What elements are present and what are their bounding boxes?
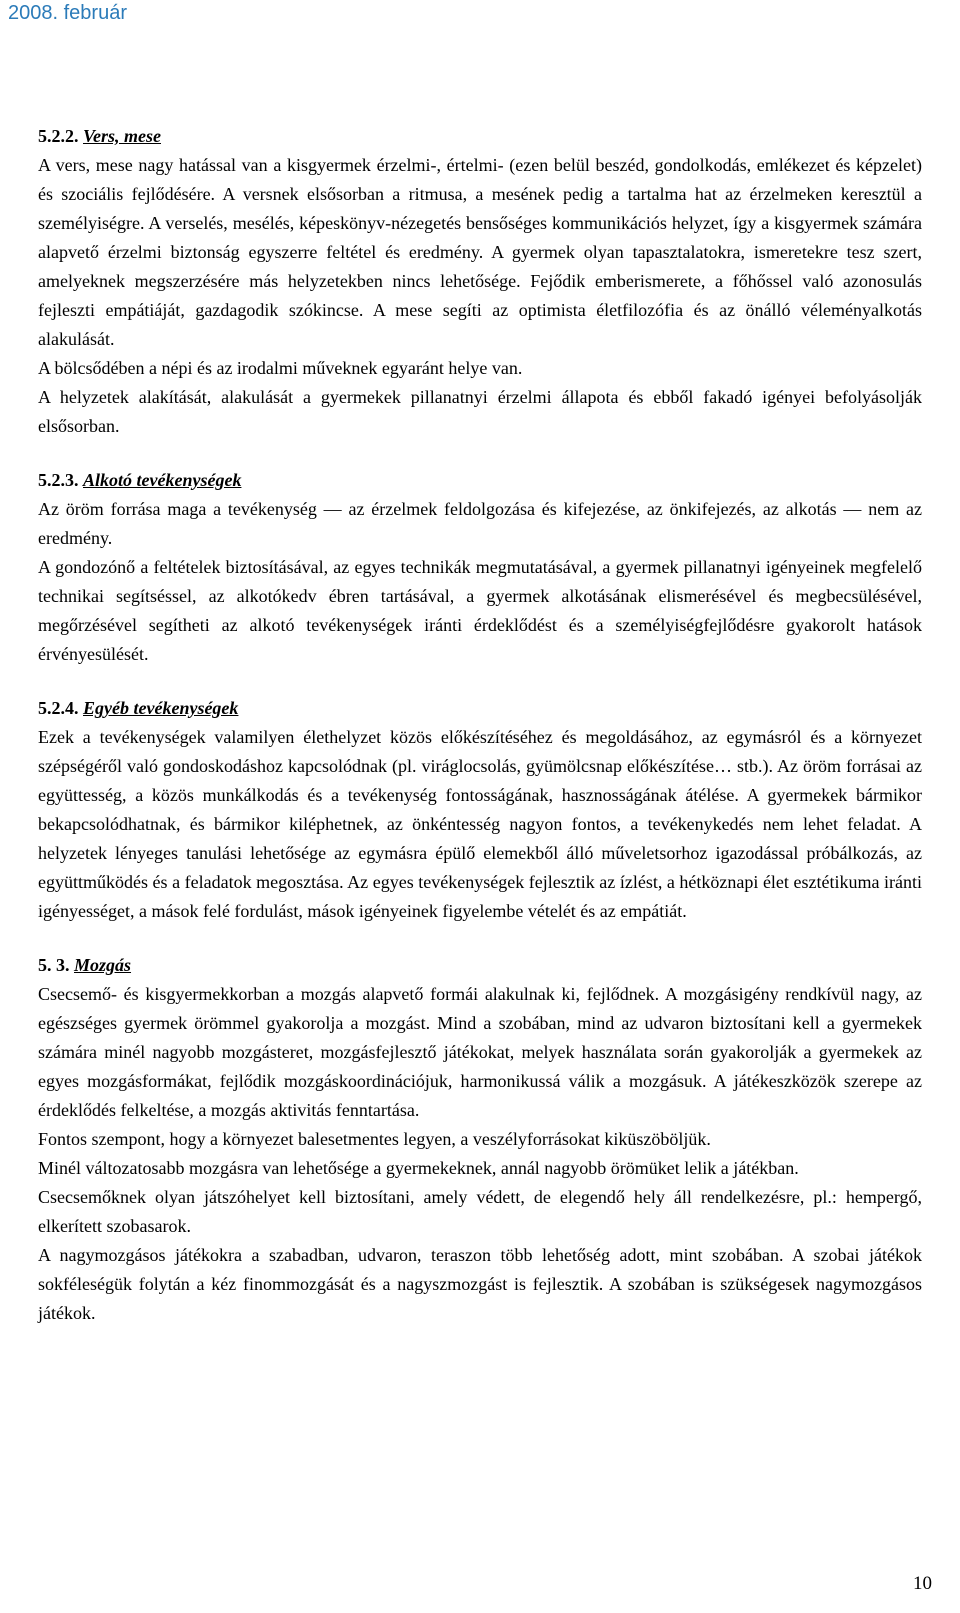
document-body (38, 122, 922, 1353)
page-number: 10 (913, 1573, 932, 1594)
paragraph: A gondozónő a feltételek biztosításával, az egyes technikák megmutatásával, a gyermek pillanatnyi igényeinek megfelelő technikai segítséssel, az alkotókedv ébren tartásával, a gyermek alkotásának elismerésével és megbecsülésével, megőrzésével segítheti az alkotó tevékenységek iránti érdeklődést és a személyiségfejlődésre gyakorolt hatások érvényesülését. (38, 557, 922, 664)
section-title: Alkotó tevékenységek (83, 470, 242, 490)
section-heading (38, 694, 922, 723)
section-title: Egyéb tevékenységek (83, 698, 239, 718)
section-heading (38, 122, 922, 151)
paragraph: A helyzetek alakítását, alakulását a gyermekek pillanatnyi érzelmi állapota és ebből fakadó igényei befolyásolják elsősorban. (38, 387, 922, 436)
section-heading (38, 466, 922, 495)
section-number: 5.2.2. (38, 126, 79, 146)
section-number: 5.2.4. (38, 698, 79, 718)
section-alkoto-tevekenysegek (38, 466, 922, 669)
paragraph: Fontos szempont, hogy a környezet balesetmentes legyen, a veszélyforrásokat kiküszöböljük. (38, 1129, 711, 1149)
section-vers-mese (38, 122, 922, 441)
section-number: 5.2.3. (38, 470, 79, 490)
section-title: Mozgás (74, 955, 132, 975)
paragraph: Csecsemő- és kisgyermekkorban a mozgás alapvető formái alakulnak ki, fejlődnek. A mozgásigény rendkívül nagy, az egészséges gyermek örömmel gyakorolja a mozgást. Mind a szobában, mind az udvaron biztosítani kell a gyermekek számára minél nagyobb mozgásteret, mozgásfejlesztő játékokat, melyek használata során gyakorolják a gyermekek az egyes mozgásformákat, fejlődik mozgáskoordinációjuk, harmonikussá válik a mozgásuk. A játékeszközök szerepe az érdeklődés felkeltése, a mozgás aktivitás fenntartása. (38, 984, 922, 1120)
running-header-date: 2008. február (8, 2, 127, 24)
paragraph: Az öröm forrása maga a tevékenység ― az érzelmek feldolgozása és kifejezése, az önkifejezés, az alkotás ― nem az eredmény. (38, 499, 922, 548)
paragraph: A nagymozgásos játékokra a szabadban, udvaron, teraszon több lehetőség adott, mint szobában. A szobai játékok sokféleségük folytán a kéz finommozgását és a nagyszmozgást is fejlesztik. A szobában is szükségesek nagymozgásos játékok. (38, 1245, 922, 1323)
section-heading (38, 951, 922, 980)
paragraph: A bölcsődében a népi és az irodalmi műveknek egyaránt helye van. (38, 358, 523, 378)
section-number: 5. 3. (38, 955, 70, 975)
section-title: Vers, mese (83, 126, 161, 146)
paragraph: Csecsemőknek olyan játszóhelyet kell biztosítani, amely védett, de elegendő hely áll rendelkezésre, pl.: hempergő, elkerített szobasarok. (38, 1187, 922, 1236)
paragraph: A vers, mese nagy hatással van a kisgyermek érzelmi-, értelmi- (ezen belül beszéd, gondolkodás, emlékezet és képzelet) és szociális fejlődésére. A versnek elsősorban a ritmusa, a mesének pedig a tartalma hat az érzelmeken keresztül a személyiségre. A verselés, mesélés, képeskönyv-nézegetés bensőséges kommunikációs helyzet, így a kisgyermek számára alapvető érzelmi biztonság egyszerre feltétel és eredmény. A gyermek olyan tapasztalatokra, ismeretekre tesz szert, amelyeknek megszerzésére más helyzetekben nincs lehetősége. Fejődik emberismerete, a főhőssel való azonosulás fejleszti empátiáját, gazdagodik szókincse. A mese segíti az optimista életfilozófia és az önálló véleményalkotás alakulását. (38, 155, 922, 349)
paragraph: Minél változatosabb mozgásra van lehetősége a gyermekeknek, annál nagyobb örömüket lelik a játékban. (38, 1158, 799, 1178)
section-mozgas (38, 951, 922, 1328)
section-egyeb-tevekenysegek (38, 694, 922, 926)
paragraph: Ezek a tevékenységek valamilyen élethelyzet közös előkészítéséhez és megoldásához, az egymásról és a környezet szépségéről való gondoskodáshoz kapcsolódnak (pl. viráglocsolás, gyümölcsnap előkészítése… stb.). Az öröm forrásai az együttesség, a közös munkálkodás és a tevékenység fontosságának, hasznosságának átélése. A gyermekek bármikor bekapcsolódhatnak, és bármikor kiléphetnek, az önkéntesség nagyon fontos, a tevékenykedés nem lehet feladat. A helyzetek lényeges tanulási lehetősége az egymásra épülő elemekből álló műveletsorhoz igazodással próbálkozás, az együttműködés és a feladatok megosztása. Az egyes tevékenységek fejlesztik az ízlést, a hétköznapi élet esztétikuma iránti igényességet, a mások felé fordulást, mások igényeinek figyelembe vételét és az empátiát. (38, 727, 922, 921)
